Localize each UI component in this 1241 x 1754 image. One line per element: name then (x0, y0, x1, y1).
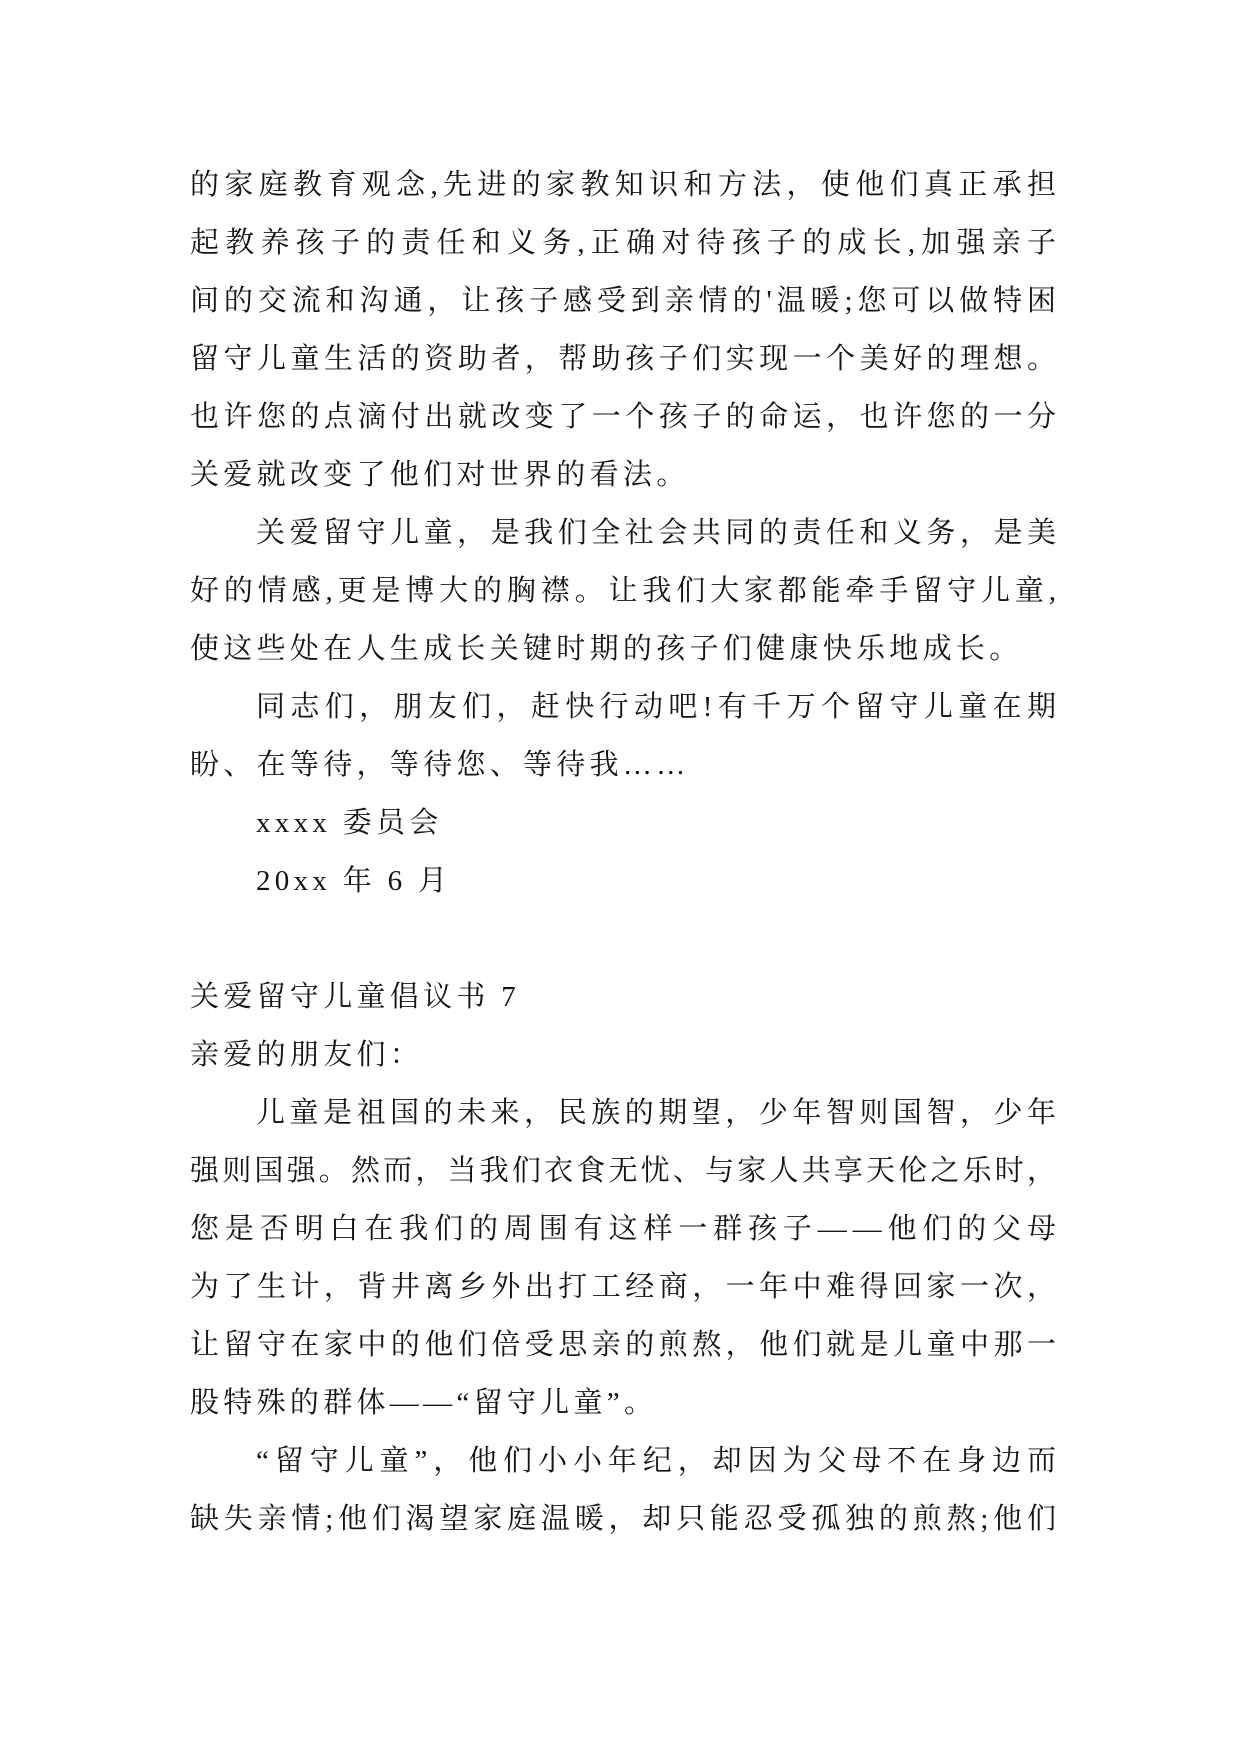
body-line: 使这些处在人生成长关键时期的孩子们健康快乐地成长。 (190, 633, 1023, 665)
body-line: 缺失亲情;他们渴望家庭温暖，却只能忍受孤独的煎熬;他们 (190, 1503, 1061, 1535)
body-line: 股特殊的群体——“留守儿童”。 (190, 1387, 658, 1419)
letter-title: 关爱留守儿童倡议书 7 (190, 981, 521, 1013)
body-line: 让留守在家中的他们倍受思亲的煎熬，他们就是儿童中那一 (190, 1329, 1061, 1361)
date-line: 20xx 年 6 月 (256, 865, 452, 897)
body-line: 关爱留守儿童，是我们全社会共同的责任和义务，是美 (256, 517, 1061, 549)
body-line: 的家庭教育观念,先进的家教知识和方法，使他们真正承担 (190, 169, 1062, 201)
body-line: 强则国强。然而，当我们衣食无忧、与家人共享天伦之乐时， (190, 1155, 1060, 1187)
body-line: 同志们，朋友们，赶快行动吧!有千万个留守儿童在期 (256, 691, 1062, 723)
blank-line (190, 910, 1056, 968)
body-line: 儿童是祖国的未来，民族的期望，少年智则国智，少年 (256, 1097, 1061, 1129)
body-line: 也许您的点滴付出就改变了一个孩子的命运，也许您的一分 (190, 401, 1061, 433)
body-line: 留守儿童生活的资助者，帮助孩子们实现一个美好的理想。 (190, 343, 1061, 375)
body-line: 盼、在等待，等待您、等待我…… (190, 749, 690, 781)
text-column (190, 156, 1063, 1548)
body-line: “留守儿童”，他们小小年纪，却因为父母不在身边而 (256, 1445, 1062, 1477)
body-line: 您是否明白在我们的周围有这样一群孩子——他们的父母 (190, 1213, 1062, 1245)
body-line: 关爱就改变了他们对世界的看法。 (190, 459, 690, 491)
salutation: 亲爱的朋友们： (190, 1039, 424, 1071)
body-line: 好的情感,更是博大的胸襟。让我们大家都能牵手留守儿童, (190, 575, 1061, 607)
paragraph (190, 504, 1061, 678)
body-line: 为了生计，背井离乡外出打工经商，一年中难得回家一次， (190, 1271, 1061, 1303)
signature-line: xxxx 委员会 (256, 807, 443, 839)
paragraph (190, 1432, 1062, 1548)
paragraph (190, 1084, 1062, 1432)
paragraph (190, 156, 1063, 504)
body-line: 间的交流和沟通，让孩子感受到亲情的'温暖;您可以做特困 (190, 285, 1061, 317)
paragraph (190, 678, 1062, 794)
body-line: 起教养孩子的责任和义务,正确对待孩子的成长,加强亲子 (190, 227, 1063, 259)
